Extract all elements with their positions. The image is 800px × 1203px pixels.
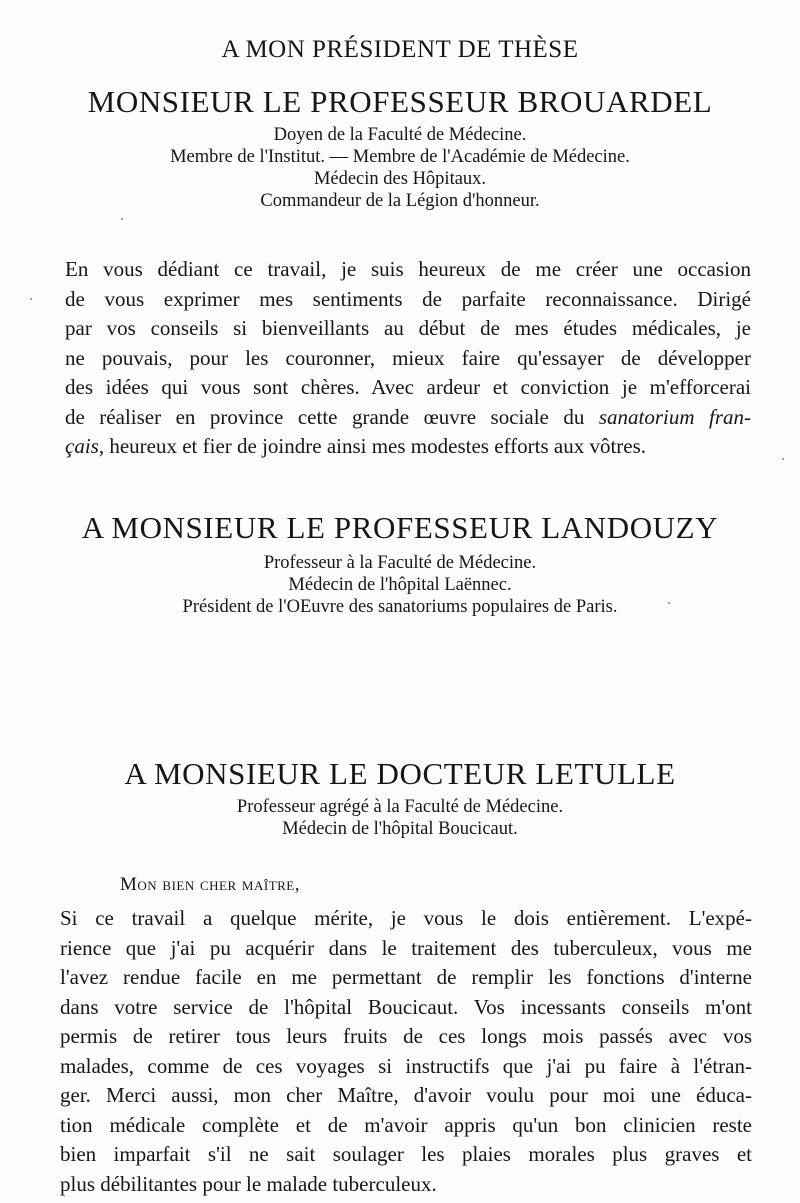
dedication-heading: A MON PRÉSIDENT DE THÈSE <box>221 36 579 63</box>
paragraph-line: ger. Merci aussi, mon cher Maître, d'avoir voulu pour moi une éduca- <box>60 1083 752 1107</box>
dedication-paragraph-brouardel <box>65 255 751 462</box>
scan-speck <box>30 298 32 300</box>
scan-speck <box>782 458 784 460</box>
title-line: Médecin de l'hôpital Boucicaut. <box>282 819 518 839</box>
dedicatee-name-landouzy: A MONSIEUR LE PROFESSEUR LANDOUZY <box>81 510 719 545</box>
title-line: Doyen de la Faculté de Médecine. <box>273 125 527 145</box>
dedication-paragraph-letulle <box>60 904 752 1199</box>
title-line: Professeur agrégé à la Faculté de Médecine. <box>236 797 564 817</box>
paragraph-line: En vous dédiant ce travail, je suis heureux de me créer une occasion <box>65 257 751 281</box>
italic-term: sanatorium fran- <box>598 404 751 429</box>
paragraph-line: dans votre service de l'hôpital Boucicaut. Vos incessants conseils m'ont <box>60 994 752 1019</box>
paragraph-line <box>65 403 751 433</box>
paragraph-line: Si ce travail a quelque mérite, je vous le dois entièrement. L'expé- <box>60 906 752 930</box>
scan-speck <box>668 602 670 604</box>
paragraph-line: permis de retirer tous leurs fruits de ces longs mois passés avec vos <box>60 1024 752 1048</box>
paragraph-line: malades, comme de ces voyages si instructifs que j'ai pu faire à l'étran- <box>60 1053 752 1078</box>
paragraph-line: ne pouvais, pour les couronner, mieux faire qu'essayer de développer <box>65 345 751 370</box>
paragraph-line: plus débilitantes pour le malade tuberculeux. <box>60 1171 437 1196</box>
paragraph-line: bien imparfait s'il ne sait soulager les plaies morales plus graves et <box>60 1142 752 1166</box>
title-line: Commandeur de la Légion d'honneur. <box>260 191 540 211</box>
title-line: Membre de l'Institut. — Membre de l'Académie de Médecine. <box>170 147 630 167</box>
title-line: Médecin de l'hôpital Laënnec. <box>288 575 512 595</box>
paragraph-line: rience que j'ai pu acquérir dans le traitement des tuberculeux, vous me <box>60 935 752 960</box>
paragraph-line: tion médicale complète et de m'avoir appris qu'un bon clinicien reste <box>60 1112 752 1137</box>
dedicatee-name-letulle: A MONSIEUR LE DOCTEUR LETULLE <box>124 756 676 791</box>
title-line: Professeur à la Faculté de Médecine. <box>263 553 537 573</box>
paragraph-text: de réaliser en province cette grande œuvre sociale du <box>65 404 599 429</box>
title-line: Président de l'OEuvre des sanatoriums populaires de Paris. <box>182 597 618 617</box>
paragraph-text: , heureux et fier de joindre ainsi mes modestes efforts aux vôtres. <box>98 434 647 458</box>
paragraph-line: des idées qui vous sont chères. Avec ardeur et conviction je m'efforcerai <box>65 375 751 399</box>
salutation: Mon bien cher maître, <box>120 874 300 895</box>
paragraph-line: de vous exprimer mes sentiments de parfaite reconnaissance. Dirigé <box>65 286 751 311</box>
paragraph-line: l'avez rendue facile en me permettant de remplir les fonctions d'interne <box>60 965 752 989</box>
italic-term: çais <box>65 434 99 458</box>
scan-speck <box>121 218 123 220</box>
paragraph-line: par vos conseils si bienveillants au début de mes études médicales, je <box>65 316 751 340</box>
title-line: Médecin des Hôpitaux. <box>313 169 487 189</box>
dedicatee-name-brouardel: MONSIEUR LE PROFESSEUR BROUARDEL <box>87 84 713 119</box>
paragraph-line <box>65 432 751 462</box>
